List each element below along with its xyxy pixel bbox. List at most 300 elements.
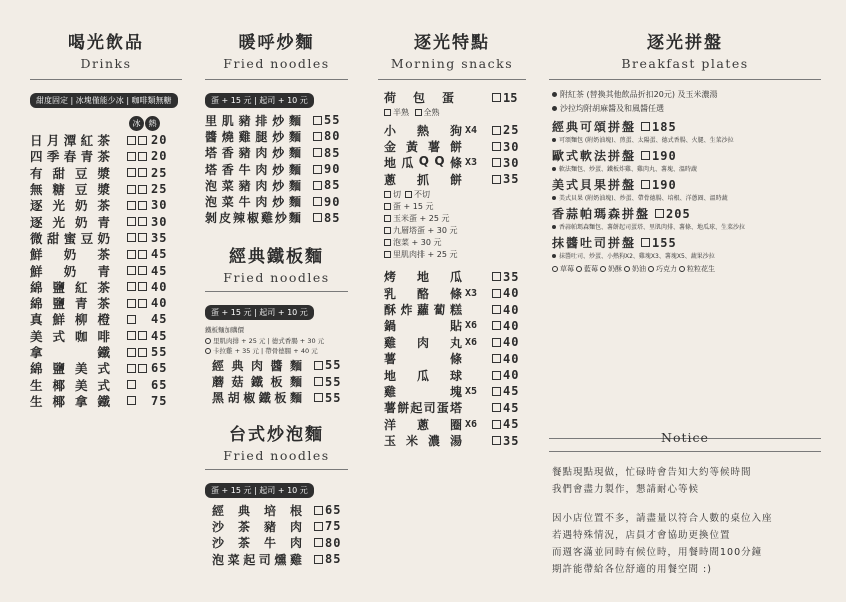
drink-name-char: 鐵 [97, 345, 110, 361]
ice-checkbox[interactable] [127, 201, 136, 210]
drink-row[interactable] [30, 148, 182, 164]
snack-name-char: 瓜 [401, 156, 414, 171]
snack-name [384, 416, 462, 433]
drink-price: 25 [151, 165, 168, 180]
noodle-row[interactable] [205, 177, 348, 193]
noodle-name-char: 塔 [205, 162, 218, 177]
snack-row[interactable] [384, 367, 526, 383]
noodle-name-char: 椒 [243, 391, 256, 406]
noodle-name-char: 菜 [227, 552, 240, 567]
notice-line: 餐點現點現做，忙碌時會告知大約等候時間 [552, 467, 752, 478]
snack-name [384, 122, 462, 139]
snack-row[interactable] [384, 301, 526, 317]
noodle-name [212, 518, 302, 535]
price-checkbox[interactable] [314, 361, 323, 370]
noodle-row[interactable] [205, 210, 348, 226]
noodle-row[interactable] [212, 373, 348, 389]
hot-checkbox[interactable] [138, 299, 147, 308]
snack-name-char: 金 [384, 140, 397, 155]
snack-name-char: 條 [449, 286, 462, 301]
snack-name-char: 黃 [405, 140, 418, 155]
noodle-name [212, 389, 302, 406]
drink-name-char: 日 [30, 133, 43, 149]
half-cooked-checkbox[interactable] [384, 109, 391, 116]
noodle-price: 85 [324, 178, 341, 193]
noodle-price: 85 [325, 552, 342, 566]
noodle-name-char: 司 [258, 552, 271, 567]
noodle-name-char: 剝 [205, 211, 218, 226]
hot-checkbox[interactable] [138, 348, 147, 357]
snack-name-char: 濃 [427, 434, 440, 449]
drink-name [30, 131, 110, 149]
snacks-title: 逐光特點 [414, 33, 490, 53]
ice-checkbox[interactable] [127, 250, 136, 259]
hot-checkbox[interactable] [138, 282, 147, 291]
hot-checkbox[interactable] [138, 250, 147, 259]
plate-price: 155 [652, 235, 677, 250]
price-checkbox[interactable] [492, 93, 501, 102]
drink-row[interactable] [30, 165, 182, 181]
plate-desc-row [552, 164, 821, 174]
noodle-row[interactable] [205, 193, 348, 209]
noodle-name [205, 193, 301, 210]
plate-price: 190 [652, 177, 677, 192]
price-checkbox[interactable] [314, 377, 323, 386]
drink-row[interactable] [30, 344, 182, 360]
drink-row[interactable] [30, 262, 182, 278]
price-checkbox[interactable] [492, 321, 501, 330]
snack-row[interactable] [384, 171, 526, 187]
noodle-row[interactable] [205, 112, 348, 128]
noodle-price: 80 [324, 129, 341, 144]
drink-price: 35 [151, 230, 168, 245]
noodle-price: 65 [325, 503, 342, 518]
ice-checkbox[interactable] [127, 331, 136, 340]
price-checkbox[interactable] [314, 506, 323, 515]
noodle-name-char: 肌 [221, 113, 234, 128]
drink-row[interactable] [30, 295, 182, 311]
snack-egg-name: 荷包蛋 [384, 91, 472, 105]
noodle-name-char: 牛 [263, 536, 276, 551]
hot-checkbox[interactable] [138, 266, 147, 275]
hot-checkbox[interactable] [138, 185, 147, 194]
ice-checkbox[interactable] [127, 315, 136, 324]
notice-line: 而週客滿並同時有候位時，用餐時間100分鐘 [552, 547, 763, 558]
price-checkbox[interactable] [313, 197, 322, 206]
noodle-name-char: 菜 [221, 195, 234, 210]
price-checkbox[interactable] [492, 305, 501, 314]
noodle-price: 90 [324, 162, 341, 177]
snack-row[interactable] [384, 400, 526, 416]
drink-row[interactable] [30, 279, 182, 295]
drink-name-char: 茶 [97, 296, 110, 312]
notice-paragraph-1 [549, 464, 821, 498]
price-checkbox[interactable] [492, 158, 501, 167]
drink-row[interactable] [30, 360, 182, 376]
drink-price: 45 [151, 312, 168, 327]
plate-row[interactable] [552, 205, 821, 222]
drink-name [30, 278, 110, 296]
price-checkbox[interactable] [492, 403, 501, 412]
drink-name-char: 青 [97, 263, 110, 279]
ice-label: 冰 [129, 116, 144, 131]
price-checkbox[interactable] [641, 238, 650, 247]
drink-name-char: 咖 [74, 328, 88, 344]
hot-checkbox[interactable] [138, 331, 147, 340]
drink-name-char: 鐵 [97, 393, 110, 409]
noodle-name [212, 502, 302, 519]
noodle-name-char: 肉 [255, 162, 268, 177]
noodle-name-char: 里 [205, 113, 218, 128]
noodle-row[interactable] [212, 502, 348, 518]
snack-qty: X6 [465, 320, 478, 332]
drink-name-char: 甜 [46, 230, 60, 246]
drink-price: 45 [151, 247, 168, 262]
notice-paragraph-2 [549, 510, 821, 578]
drink-name-char: 潭 [63, 133, 77, 149]
price-checkbox[interactable] [492, 354, 501, 363]
snack-name [384, 432, 462, 449]
drink-name-char: 微 [30, 230, 43, 246]
snack-name-char: 玉 [384, 434, 397, 449]
snack-name-char: 餅 [449, 172, 462, 187]
drink-price: 40 [151, 279, 168, 294]
drink-row[interactable] [30, 230, 182, 246]
snack-price: 40 [503, 318, 520, 333]
drink-price: 20 [151, 149, 168, 164]
noodle-row[interactable] [205, 145, 348, 161]
snack-price: 40 [503, 335, 520, 350]
drink-row[interactable] [30, 213, 182, 229]
noodle-name-char: 香 [221, 146, 234, 161]
noodle-name-char: 麵 [288, 113, 301, 128]
drink-name-char: 有 [30, 165, 43, 181]
spread-option: 粒粒花生 [687, 265, 715, 273]
price-checkbox[interactable] [492, 289, 501, 298]
spread-ring[interactable] [600, 266, 606, 272]
noodle-name-char: 皮 [218, 211, 231, 226]
ice-checkbox[interactable] [127, 136, 136, 145]
iron-note: 蛋 + 15 元 | 起司 + 10 元 [205, 305, 314, 320]
bullet-dot [552, 196, 556, 200]
drink-price: 65 [151, 361, 168, 376]
drink-name-char: 蜜 [63, 230, 77, 246]
drink-name-char: 青 [74, 296, 88, 312]
drink-row[interactable] [30, 376, 182, 392]
plate-row[interactable] [552, 147, 821, 164]
noodle-name-char: 麵 [288, 129, 301, 144]
drink-name-char: 椰 [52, 393, 65, 409]
noodle-name-char: 肉 [289, 536, 302, 551]
drink-name-char: 式 [97, 377, 110, 393]
price-checkbox[interactable] [492, 436, 501, 445]
drink-name-char: 式 [97, 361, 110, 377]
ice-checkbox[interactable] [127, 185, 136, 194]
iron-addon-title: 鐵板麵加購價 [205, 326, 244, 335]
snack-name-char: 塔 [449, 401, 462, 416]
full-cooked-checkbox[interactable] [415, 109, 422, 116]
snack-row[interactable] [384, 155, 526, 171]
noodle-row[interactable] [205, 161, 348, 177]
snacks-group2 [378, 269, 526, 449]
snack-name [384, 399, 462, 416]
noodle-row[interactable] [212, 535, 348, 551]
price-checkbox[interactable] [314, 538, 323, 547]
noodle-row[interactable] [212, 551, 348, 567]
drink-name-char: 美 [74, 361, 88, 377]
bullet-dot [552, 254, 556, 258]
ice-checkbox[interactable] [127, 168, 136, 177]
price-checkbox[interactable] [492, 387, 501, 396]
snacks-divider [378, 79, 526, 80]
spread-ring[interactable] [576, 266, 582, 272]
snack-name-char: 雞 [384, 385, 397, 399]
drink-row[interactable] [30, 311, 182, 327]
drink-name-char: 茶 [97, 279, 110, 295]
snack-name-char: 條 [449, 156, 462, 171]
snack-name [384, 171, 462, 188]
ice-checkbox[interactable] [127, 364, 136, 373]
drink-name-char: 無 [30, 182, 43, 198]
addon-checkbox[interactable] [384, 227, 391, 234]
snack-name-char: 條 [449, 352, 462, 367]
cut-checkbox[interactable] [384, 191, 391, 198]
snack-row[interactable] [384, 318, 526, 334]
spread-option: 奶酥 [608, 265, 622, 273]
noodle-name-char: 肉 [250, 358, 263, 373]
noodle-price: 55 [325, 374, 342, 389]
noodle-name-char: 塔 [205, 146, 218, 161]
noodle-name-char: 麵 [288, 178, 301, 193]
plate-row[interactable] [552, 118, 821, 135]
noodle-price: 85 [324, 145, 341, 160]
fried-list [205, 112, 348, 226]
noodle-name-char: 麵 [289, 375, 302, 390]
hot-checkbox[interactable] [138, 168, 147, 177]
price-checkbox[interactable] [313, 132, 322, 141]
snack-name-char: 鍋 [384, 319, 397, 334]
drink-row[interactable] [30, 197, 182, 213]
noodle-name-char: 麵 [288, 195, 301, 210]
snack-name-char: 圈 [449, 417, 462, 432]
drink-row[interactable] [30, 328, 182, 344]
snack-name-char: 地 [384, 368, 397, 383]
ice-checkbox[interactable] [127, 266, 136, 275]
price-checkbox[interactable] [641, 151, 650, 160]
snacks-subtitle: Morning snacks [390, 56, 514, 71]
snack-name-char: 炸 [400, 303, 413, 318]
price-checkbox[interactable] [641, 122, 650, 131]
snack-name [384, 334, 462, 351]
plate-desc-row [552, 193, 821, 203]
price-checkbox[interactable] [492, 142, 501, 151]
price-checkbox[interactable] [492, 338, 501, 347]
price-checkbox[interactable] [313, 181, 322, 190]
snack-price: 40 [503, 286, 520, 301]
hot-checkbox[interactable] [138, 217, 147, 226]
snack-name-char: 丸 [449, 335, 462, 350]
noodle-name [212, 534, 302, 551]
spread-ring[interactable] [552, 266, 558, 272]
drink-name-char: 豆 [74, 165, 88, 181]
snack-row[interactable] [384, 432, 526, 448]
egg-option-2: 全熟 [423, 108, 440, 117]
noodle-name-char: 肉 [255, 195, 268, 210]
plate-row[interactable] [552, 234, 821, 251]
snack-name-char: 蔥 [416, 417, 429, 432]
drink-name-char: 光 [52, 198, 65, 214]
ice-checkbox[interactable] [127, 152, 136, 161]
ice-checkbox[interactable] [127, 299, 136, 308]
noodle-name [212, 551, 302, 568]
scallion-opt: 不切 [414, 189, 430, 199]
hot-checkbox[interactable] [138, 201, 147, 210]
plates-info2: 沙拉均附胡麻醬及和風醬任選 [560, 104, 664, 113]
noodle-name-char: 醬 [270, 358, 283, 373]
snack-name [384, 317, 462, 334]
bullet-dot [552, 167, 556, 171]
noodle-name-char: 豬 [263, 519, 276, 534]
noodle-name-char: 麵 [288, 162, 301, 177]
noodle-name-char: 沙 [212, 519, 225, 534]
ice-checkbox[interactable] [127, 348, 136, 357]
snack-name-char: 酪 [416, 286, 429, 301]
hot-checkbox[interactable] [138, 233, 147, 242]
drink-name-char: 茶 [97, 247, 110, 263]
snack-egg-row[interactable] [378, 89, 526, 106]
addon-checkbox[interactable] [384, 239, 391, 246]
noodle-row[interactable] [212, 518, 348, 534]
ice-checkbox[interactable] [127, 380, 136, 389]
spread-ring[interactable] [624, 266, 630, 272]
price-checkbox[interactable] [314, 522, 323, 531]
hot-checkbox[interactable] [138, 136, 147, 145]
addon-checkbox[interactable] [384, 251, 391, 258]
drink-name-char: 光 [52, 214, 65, 230]
nocut-checkbox[interactable] [405, 191, 412, 198]
snack-row[interactable] [384, 416, 526, 432]
ice-checkbox[interactable] [127, 282, 136, 291]
noodle-price: 85 [324, 210, 341, 225]
ice-checkbox[interactable] [127, 233, 136, 242]
fried-note: 蛋 + 15 元 | 起司 + 10 元 [205, 93, 314, 108]
hot-checkbox[interactable] [138, 364, 147, 373]
price-checkbox[interactable] [313, 116, 322, 125]
plates-divider [549, 79, 821, 80]
spread-ring[interactable] [648, 266, 654, 272]
drink-name-char: 鹽 [52, 279, 65, 295]
snack-qty: X4 [465, 124, 478, 136]
snack-name-char: 地 [384, 156, 397, 171]
snack-row[interactable] [384, 122, 526, 138]
price-checkbox[interactable] [655, 209, 664, 218]
drink-name-char: 式 [52, 328, 65, 344]
drink-price: 55 [151, 345, 168, 359]
noodle-name [205, 112, 301, 129]
price-checkbox[interactable] [313, 148, 322, 157]
drink-row[interactable] [30, 246, 182, 262]
snack-name [384, 268, 462, 285]
snack-row[interactable] [384, 269, 526, 285]
price-checkbox[interactable] [313, 213, 322, 222]
snack-name-char: 洋 [384, 417, 397, 432]
drink-name-char: 綿 [30, 296, 43, 312]
drink-name-char: 美 [30, 328, 43, 344]
noodle-row[interactable] [205, 128, 348, 144]
hot-checkbox[interactable] [138, 152, 147, 161]
noodle-price: 90 [324, 194, 341, 209]
noodle-name [205, 177, 301, 194]
snack-row[interactable] [384, 383, 526, 399]
snack-name [384, 383, 462, 400]
noodle-name-char: 板 [270, 375, 283, 390]
price-checkbox[interactable] [492, 420, 501, 429]
price-checkbox[interactable] [492, 272, 501, 281]
spread-ring[interactable] [679, 266, 685, 272]
taiwan-divider [205, 469, 348, 470]
drink-row[interactable] [30, 132, 182, 148]
snack-name-char: 瓜 [416, 368, 429, 383]
noodle-name-char: 菇 [231, 375, 244, 390]
drink-name [30, 262, 110, 280]
snack-row[interactable] [384, 334, 526, 350]
snack-name-char: 乳 [384, 286, 397, 301]
drink-row[interactable] [30, 393, 182, 409]
price-checkbox[interactable] [314, 555, 323, 564]
ice-checkbox[interactable] [127, 396, 136, 405]
price-checkbox[interactable] [492, 371, 501, 380]
snack-name-char: 烤 [384, 270, 397, 285]
addon-checkbox[interactable] [384, 203, 391, 210]
drink-name-char: 拿 [74, 393, 88, 409]
noodle-name [212, 373, 302, 390]
price-checkbox[interactable] [641, 180, 650, 189]
addon-checkbox[interactable] [384, 215, 391, 222]
snack-row[interactable] [384, 285, 526, 301]
plate-row[interactable] [552, 176, 821, 193]
plate-name: 抹醬吐司拼盤 [552, 236, 637, 250]
noodle-name-char: 炒 [272, 162, 285, 177]
snack-name-char: 塊 [449, 385, 462, 399]
drink-price: 75 [151, 393, 168, 408]
noodle-row[interactable] [212, 390, 348, 406]
drink-price: 65 [151, 377, 168, 392]
price-checkbox[interactable] [314, 393, 323, 402]
scallion-addon-row [384, 213, 526, 225]
drink-name-char: 綿 [30, 279, 43, 295]
ice-checkbox[interactable] [127, 217, 136, 226]
addon-ring [205, 338, 211, 344]
noodle-name-char: 豬 [238, 178, 251, 193]
drink-row[interactable] [30, 181, 182, 197]
plates-list [549, 118, 821, 261]
price-checkbox[interactable] [492, 126, 501, 135]
price-checkbox[interactable] [492, 175, 501, 184]
snack-row[interactable] [384, 138, 526, 154]
snack-name-char: 湯 [449, 434, 462, 449]
drink-name-char: 糖 [52, 182, 65, 198]
price-checkbox[interactable] [313, 165, 322, 174]
snack-row[interactable] [384, 351, 526, 367]
noodle-name-char: 麵 [288, 146, 301, 161]
iron-divider [205, 291, 348, 292]
drink-name-char: 青 [80, 149, 94, 165]
plate-price: 185 [652, 119, 677, 134]
scallion-opt: 玉米蛋 + 25 元 [393, 213, 450, 223]
noodle-name-char: 茶 [237, 536, 250, 551]
noodle-name-char: 燻 [274, 552, 287, 567]
noodle-row[interactable] [212, 357, 348, 373]
